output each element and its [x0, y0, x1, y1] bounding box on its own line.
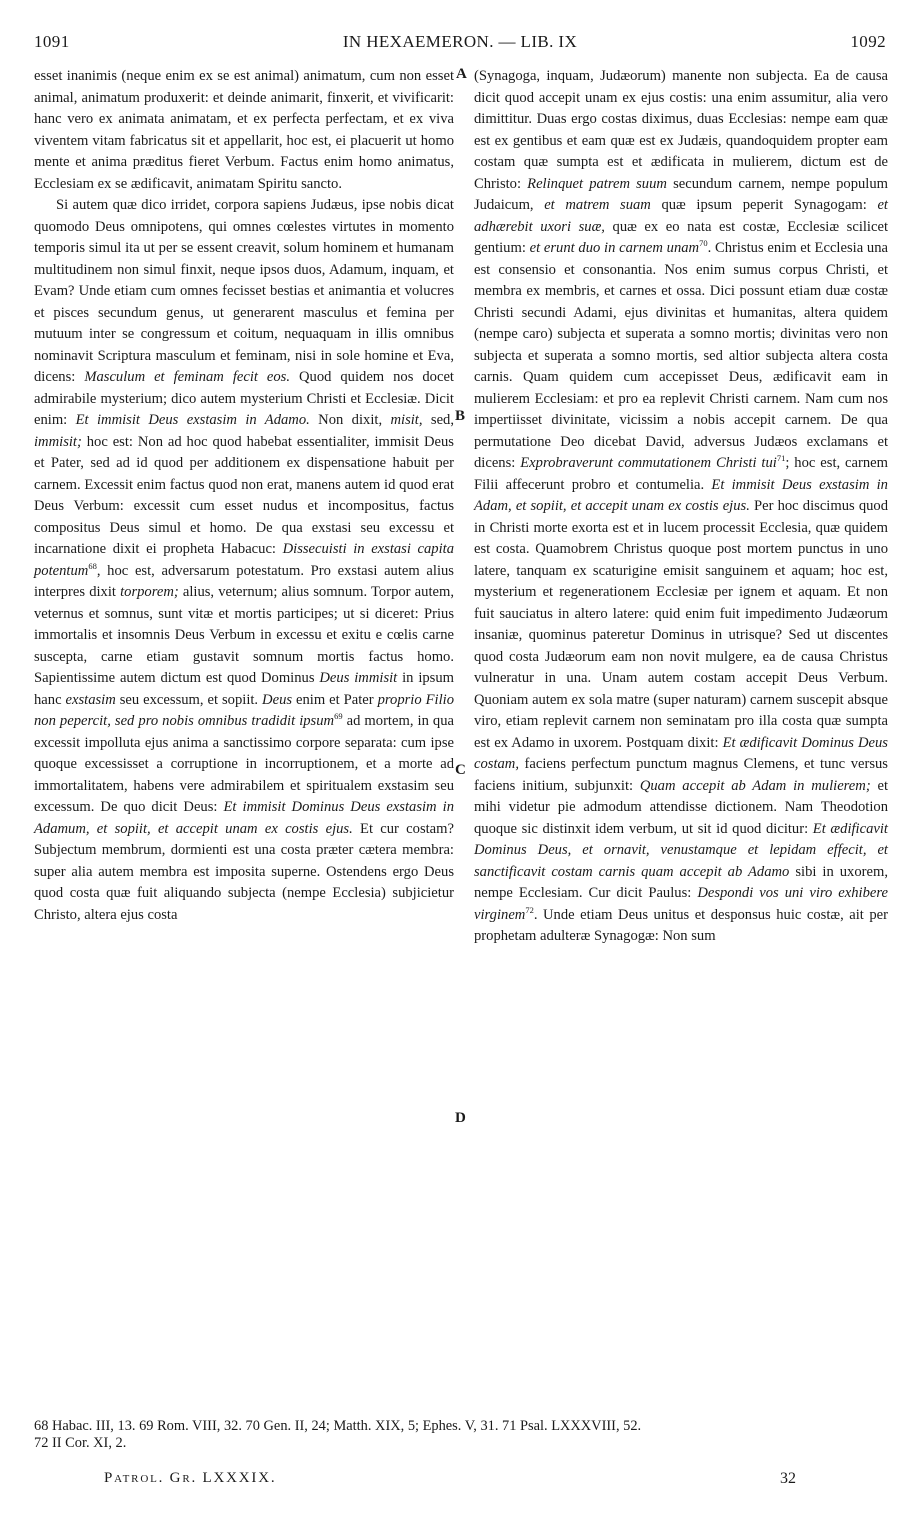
italic-quotation: Exprobraverunt commutationem Christi tui: [520, 455, 777, 471]
text-run: quæ ipsum peperit Synagogam:: [650, 197, 878, 213]
running-header: [34, 32, 886, 56]
text-run: quæ ex eo nata est costæ, Ecclesiæ scilicet gentium:: [474, 218, 888, 256]
italic-quotation: immisit;: [34, 433, 82, 450]
italic-quotation: Et ædificavit Dominus Deus costam,: [474, 734, 888, 772]
text-run: Non dixit,: [309, 412, 391, 428]
italic-quotation: Despondi vos uni viro exhibere virginem: [474, 885, 889, 923]
page-number-right: 1092: [850, 32, 886, 51]
italic-quotation: Deus immisit: [319, 670, 398, 686]
text-run: esset inanimis (neque enim ex se est animal) animatum, cum non esset animal, animatum produxerit: et deinde animarit, finxerit, et vivificarit: hanc vero ex animata animatam, et ex perfecta perfectam, et ex viva viventem vitam fabricatus sit et appellarit, hoc est, ei placuerit ut homo mente et anima præditus fieret Verbum. Factus enim homo animatus, Ecclesiam ex se ædificavit, animatam Spiritu sancto.: [34, 68, 454, 192]
paragraph: [34, 66, 454, 195]
footnote-ref: 72: [525, 904, 534, 915]
text-run: Si autem quæ dico irridet, corpora sapiens Judæus, ipse nobis dicat quomodo Deus omnipotens, qui omnes cœlestes virtutes in momento temporis simul ita ut per se essent creavit, solum hominem et humanam multitudinem non simul finxit, neque ipsos duos, Adamum, inquam, et Evam? Unde etiam cum omnes fecisset bestias et animantia et volucres et pisces secundum genus, ut generarent masculus et femina per mutuum inter se congressum et coitum, nequaquam in illis omnibus nominavit Scriptura masculum et feminam, nisi in sole homine et Eva, dicens:: [34, 197, 454, 385]
footnote-ref: 70: [699, 238, 708, 249]
text-run: sibi in uxorem, nempe Ecclesiam. Cur dicit Paulus:: [474, 863, 888, 901]
text-run: alius, veternum; alius somnum. Torpor autem, veternus et somnus, sunt vitæ et mortis participes; ut si diceret: Prius immortalis et insomnis Deus Verbum in excessu et exitu e cœlis carne suscepta, carne etiam gustavit somnum mortis factus homo. Sapientissime autem dictum est quod Dominus: [34, 584, 454, 686]
section-marker-a: A: [456, 66, 467, 82]
footnote-ref: 68: [88, 560, 97, 571]
page-number-left: 1091: [34, 32, 70, 51]
text-run: sed,: [422, 412, 454, 428]
text-run: enim et Pater: [292, 691, 378, 708]
section-marker-b: B: [455, 408, 466, 424]
text-run: (Synagoga, inquam, Judæorum) manente non subjecta. Ea de causa dicit quod accepit unam ex ejus costis: una enim assumitur, alia vero dimittitur. Duas ergo costas diximus, duas Ecclesias: nempe eam quæ est ex gentibus et eam quæ est ex Judæis, quandoquidem propter eam costam quæ sumpta est et ædificata in mulierem, dictum est de Christo:: [474, 68, 888, 192]
text-run: . Christus enim et Ecclesia una est consensio et consonantia. Nos enim sumus corpus Christi, et membra ex membris, et carnes et ossa. Dici possunt etiam duæ costæ Christi secundi Adami, ejus divinitas et humanitas, altera quidem (nempe caro) subjecta et superata a somno mortis; divinitas vero non subjecta et superata a somno mortis, sed altior subjecta altera costa carnis. Quam quidem cum accepisset Deus, ædificavit eam in mulierem Ecclesiam: et pro ea replevit Christi carnem. Nam cum nos impertiisset divinitate, vicissim a nobis accepit carnem. De qua permutatione Deo dicebat David, adversus Judæos exclamans et dicens:: [474, 240, 888, 471]
italic-quotation: Et immisit Deus exstasim in Adam, et sopiit, et accepit unam ex costis ejus.: [474, 476, 888, 514]
left-column: [34, 66, 454, 926]
paragraph: [474, 66, 888, 948]
italic-quotation: Et immisit Deus exstasim in Adamo.: [75, 412, 310, 428]
italic-quotation: Dissecuisti in exstasi capita potentum: [34, 541, 454, 579]
text-run: secundum carnem, nempe populum Judaicum,: [474, 175, 888, 213]
italic-quotation: exstasim: [65, 691, 116, 708]
text-run: hoc est: Non ad hoc quod habebat essentialiter, immisit Deus et Pater, sed ad id quod per additionem ex dispensatione habuit per carnem. Excessit enim factus quod non erat, manens autem id quod erat Deus Verbum: excessit cum esset nudus et incompositus, factus compositus Deus simul et homo. De qua exstasi seu excessu et incarnatione dixit ei propheta Habacuc:: [34, 433, 454, 557]
italic-quotation: misit,: [390, 412, 423, 428]
italic-quotation: Relinquet patrem suum: [527, 175, 667, 192]
text-run: ; hoc est, carnem Filii affecerunt probro et contumelia.: [474, 455, 888, 493]
italic-quotation: torporem;: [120, 584, 179, 600]
italic-quotation: Deus: [262, 691, 293, 708]
running-title: IN HEXAEMERON. — LIB. IX: [342, 32, 578, 51]
italic-quotation: et erunt duo in carnem unam: [529, 240, 700, 256]
text-run: faciens perfectum punctum magnus Clemens, et tunc versus faciens initium, subjunxit:: [474, 756, 888, 794]
italic-quotation: Masculum et feminam fecit eos.: [84, 369, 291, 385]
italic-quotation: Quam accepit ab Adam in mulierem;: [639, 777, 871, 794]
footnote-line: 72 II Cor. XI, 2.: [34, 1435, 127, 1451]
footnote-ref: 69: [334, 711, 343, 722]
text-run: et mihi videtur pie admodum attendisse dictionem. Nam Theodotion quoque sic distinxit idem verbum, ut sit id quod dicitur:: [474, 777, 888, 837]
text-run: . Unde etiam Deus unitus et desponsus huic costæ, ait per prophetam adulteræ Synagogæ: Non sum: [474, 906, 888, 944]
text-run: seu excessum, et sopiit.: [115, 691, 263, 708]
signature-number: 32: [780, 1470, 796, 1487]
text-run: ad mortem, in qua excessit impolluta ejus anima a sanctissimo corpore separata: cum ipse quoque excessisset a corruptione in incorruptionem, et a morte ad immortalitatem, habens vere admirabilem et spiritualem exstasim seu excessum. De quo dicit Deus:: [34, 713, 454, 815]
footnote-line: 68 Habac. III, 13. 69 Rom. VIII, 32. 70 Gen. II, 24; Matth. XIX, 5; Ephes. V, 31. 71 Psal. LXXXVIII, 52.: [34, 1418, 642, 1434]
section-marker-d: D: [455, 1110, 466, 1126]
paragraph: [34, 195, 454, 926]
text-run: Quod quidem nos docet admirabile mysterium; dico autem mysterium Christi et Ecclesiæ. Dicit enim:: [34, 369, 454, 428]
italic-quotation: Et immisit Dominus Deus exstasim in Adamum, et sopiit, et accepit unam ex costis ejus.: [34, 799, 454, 837]
italic-quotation: et adhærebit uxori suæ,: [474, 197, 888, 235]
text-run: Et cur costam? Subjectum membrum, dormienti est una costa præter cætera membra: super alia autem membra est imposita superne. Ostendens ergo Deus quod costa quæ fuit aliquando subjecta (nempe Ecclesia) subjicietur Christo, altera ejus costa: [34, 820, 454, 923]
italic-quotation: et matrem suam: [544, 197, 651, 213]
footnotes: [34, 1418, 886, 1452]
italic-quotation: proprio Filio non pepercit, sed pro nobis omnibus tradidit ipsum: [34, 691, 454, 729]
text-run: in ipsum hanc: [34, 670, 454, 708]
series-signature: Patrol. Gr. LXXXIX.: [104, 1470, 277, 1486]
footnote-ref: 71: [776, 453, 786, 464]
section-marker-c: C: [455, 762, 466, 778]
text-run: , hoc est, adversarum potestatum. Pro exstasi autem alius interpres dixit: [34, 562, 454, 600]
right-column: [474, 66, 888, 948]
italic-quotation: Et ædificavit Dominus Deus, et ornavit, venustamque et lepidam effecit, et sanctificavit costam carnis quam accepit ab Adamo: [474, 820, 888, 880]
text-run: Per hoc discimus quod in Christi morte exorta est et in lucem processit Ecclesia, quæ quidem est costa. Quamobrem Christus quoque post mortem punctus in uno latere, tanquam ex scaturigine emisit sanguinem et aquam; hoc est, mysterium et regenerationem Ecclesiæ per ignem et aquam. Et non fuit sauciatus in altero latere: quid enim fuit impedimento Judæorum insaniæ, quominus pateretur Dominus in utrisque? Sed ut discentes quod costa Judæorum eam non novit mulgere, ea de causa Christus vulneratur in una. Unam autem costam accepit Deus Verbum. Quoniam autem ex sola matre (super naturam) carnem suscepit absque viro, etiam replevit carnem non seminatam pro illa costa quæ sumpta est ex Adamo in uxorem. Postquam dixit:: [474, 498, 889, 751]
